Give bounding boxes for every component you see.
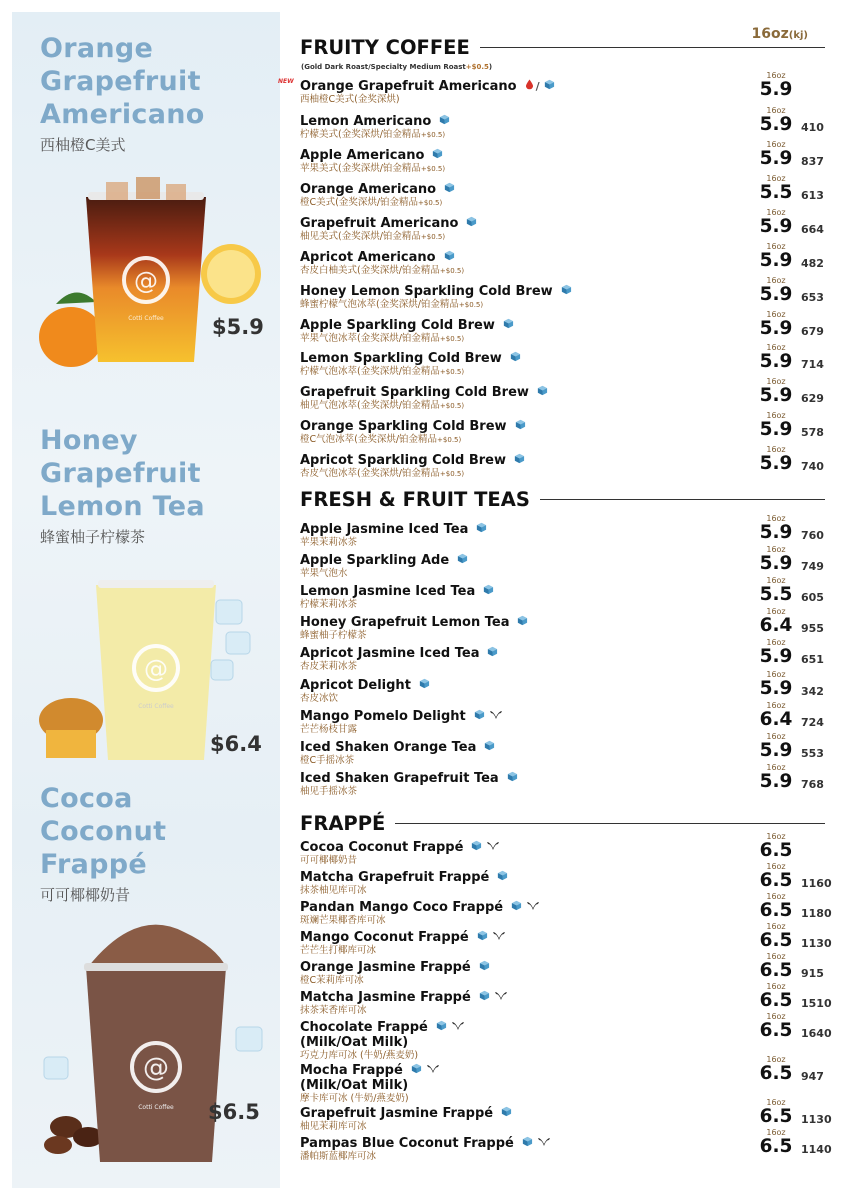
- item-cn-name: 橙C茉莉库可冰: [300, 975, 364, 986]
- menu-item: [300, 576, 830, 611]
- menu-item: [300, 892, 832, 927]
- item-price: 5.9: [759, 284, 793, 305]
- item-cn-name: 柠檬茉莉冰茶: [300, 599, 358, 610]
- size-label: 16oz: [766, 607, 786, 616]
- ice-cube-icon: [479, 960, 490, 975]
- size-label: 16oz: [766, 1128, 786, 1137]
- ice-cube-icon: [501, 1106, 512, 1121]
- item-price: 5.9: [759, 453, 793, 474]
- item-price: 6.5: [759, 840, 793, 861]
- item-price-block: [758, 732, 794, 760]
- size-label: 16oz: [766, 377, 786, 386]
- plant-based-icon: [537, 1136, 551, 1151]
- ice-cube-icon: [466, 216, 477, 231]
- cup-brand-label: Cotti Coffee: [138, 703, 174, 710]
- section-title-fresh-fruit-teas: FRESH & FRUIT TEAS: [300, 488, 825, 511]
- svg-text:@: @: [134, 267, 158, 295]
- size-label: 16oz: [766, 514, 786, 523]
- size-label: 16oz: [766, 922, 786, 931]
- section-title-fruity-coffee: FRUITY COFFEE: [300, 36, 825, 59]
- featured-title: Honey Grapefruit Lemon Tea: [40, 425, 205, 522]
- ice-cube-icon: [561, 284, 572, 299]
- menu-item: [300, 607, 830, 642]
- item-kj: 410: [801, 121, 824, 134]
- item-cn-name: 柠檬气泡冰萃(金奖深烘/铂金精品+$0.5): [300, 366, 465, 377]
- menu-item: [300, 411, 830, 446]
- ice-cube-icon: [419, 678, 430, 693]
- item-price-block: [758, 862, 794, 890]
- item-name: Honey Grapefruit Lemon Tea: [300, 615, 830, 630]
- plant-based-icon: [489, 709, 503, 724]
- menu-item: [300, 545, 830, 580]
- item-name: Pandan Mango Coco Frappé: [300, 900, 830, 915]
- ice-cube-icon: [544, 79, 555, 94]
- item-price: 5.5: [759, 584, 793, 605]
- size-label: 16oz: [766, 576, 786, 585]
- item-price: 5.9: [759, 318, 793, 339]
- menu-item: [300, 1012, 832, 1062]
- ice-cube-icon: [522, 1136, 533, 1151]
- item-price-block: [758, 952, 794, 980]
- item-price-block: [758, 140, 794, 168]
- item-price: 5.9: [759, 419, 793, 440]
- item-price: 5.9: [759, 385, 793, 406]
- ice-cube-icon: [439, 114, 450, 129]
- menu-item: [300, 377, 830, 412]
- size-label: 16oz: [766, 763, 786, 772]
- hot-drop-icon: [525, 79, 534, 94]
- item-name: Apricot Sparkling Cold Brew: [300, 453, 830, 468]
- item-cn-name: 苹果气泡冰萃(金奖深烘/铂金精品+$0.5): [300, 333, 465, 344]
- item-name: Mocha Frappé: [300, 1063, 830, 1078]
- item-price-block: [758, 670, 794, 698]
- ice-cube-icon: [432, 148, 443, 163]
- item-price-block: [758, 1128, 794, 1156]
- item-cn-name: 苹果茉莉冰茶: [300, 537, 358, 548]
- item-kj: 651: [801, 653, 824, 666]
- item-name: Lemon Americano: [300, 114, 830, 129]
- item-cn-name: 蜂蜜柚子柠檬茶: [300, 630, 367, 641]
- item-price-block: [758, 174, 794, 202]
- item-price: 5.9: [759, 148, 793, 169]
- size-label: 16oz: [766, 638, 786, 647]
- item-name: Apricot Americano: [300, 250, 830, 265]
- kj-unit: (kj): [788, 30, 808, 41]
- item-kj: 749: [801, 560, 824, 573]
- ice-cube-icon: [476, 522, 487, 537]
- size-label: 16oz: [766, 106, 786, 115]
- menu-item: [300, 638, 830, 673]
- item-cn-name: 潘帕斯蓝椰库可冰: [300, 1151, 377, 1162]
- menu-item: [300, 701, 830, 736]
- item-price-block: [758, 71, 794, 99]
- item-kj: 947: [801, 1070, 824, 1083]
- size-label: 16oz: [766, 952, 786, 961]
- item-kj: 482: [801, 257, 824, 270]
- item-cn-name: 芒芒杨枝甘露: [300, 724, 358, 735]
- menu-item: [300, 670, 830, 705]
- ice-cube-icon: [479, 990, 490, 1005]
- item-name: Grapefruit Americano: [300, 216, 830, 231]
- item-kj: 1130: [801, 937, 832, 950]
- section-title-frappe: FRAPPÉ: [300, 812, 825, 835]
- item-name: Apricot Jasmine Iced Tea: [300, 646, 830, 661]
- item-cn-name: 苹果美式(金奖深烘/铂金精品+$0.5): [300, 163, 446, 174]
- item-name: Orange Sparkling Cold Brew: [300, 419, 830, 434]
- item-cn-name: 蜂蜜柠檬气泡冰萃(金奖深烘/铂金精品+$0.5): [300, 299, 484, 310]
- item-price-block: [758, 701, 794, 729]
- item-name: Grapefruit Jasmine Frappé: [300, 1106, 830, 1121]
- item-cn-name: 杏皮冰饮: [300, 693, 339, 704]
- item-kj: 553: [801, 747, 824, 760]
- featured-title: Orange Grapefruit Americano: [40, 33, 205, 130]
- ice-cube-icon: [484, 740, 495, 755]
- item-name: Apple Americano: [300, 148, 830, 163]
- section-subtitle: (Gold Dark Roast/Specialty Medium Roast+$0.5): [301, 63, 493, 71]
- item-price: 6.5: [759, 1136, 793, 1157]
- item-price: 5.9: [759, 771, 793, 792]
- ice-cube-icon: [511, 900, 522, 915]
- item-cn-name: 斑斓芒果椰香库可冰: [300, 915, 386, 926]
- ice-cube-icon: [517, 615, 528, 630]
- item-name: Apple Sparkling Cold Brew: [300, 318, 830, 333]
- item-price-block: [758, 892, 794, 920]
- item-price: 5.9: [759, 678, 793, 699]
- item-price: 5.9: [759, 250, 793, 271]
- item-price-block: [758, 242, 794, 270]
- item-kj: 915: [801, 967, 824, 980]
- item-kj: 768: [801, 778, 824, 791]
- ice-cube-icon: [444, 182, 455, 197]
- menu-item: [300, 514, 830, 549]
- item-price-block: [758, 545, 794, 573]
- ice-cube-icon: [503, 318, 514, 333]
- featured-panel: [12, 12, 280, 1188]
- item-price-block: [758, 411, 794, 439]
- item-price: 6.5: [759, 1106, 793, 1127]
- ice-cube-icon: [483, 584, 494, 599]
- item-name: Iced Shaken Grapefruit Tea: [300, 771, 830, 786]
- menu-item: [300, 174, 830, 209]
- item-cn-name: 可可椰椰奶昔: [300, 855, 358, 866]
- svg-text:@: @: [143, 1053, 169, 1083]
- ice-cube-icon: [514, 453, 525, 468]
- item-price-block: [758, 1098, 794, 1126]
- item-price-block: [758, 638, 794, 666]
- item-kj: 1510: [801, 997, 832, 1010]
- item-price: 5.9: [759, 646, 793, 667]
- menu-item: [300, 1128, 832, 1163]
- item-name: Apple Jasmine Iced Tea: [300, 522, 830, 537]
- item-price: 5.5: [759, 182, 793, 203]
- item-kj: 613: [801, 189, 824, 202]
- item-kj: 578: [801, 426, 824, 439]
- menu-item: [278, 71, 830, 106]
- item-price-block: [758, 576, 794, 604]
- item-price-block: [758, 832, 794, 860]
- featured-cn-name: 西柚橙C美式: [40, 136, 126, 154]
- size-label: 16oz: [766, 140, 786, 149]
- orange-grapefruit-americano-image: [26, 162, 276, 382]
- menu-list: [278, 0, 838, 1200]
- item-cn-name: 柚见美式(金奖深烘/铂金精品+$0.5): [300, 231, 446, 242]
- item-name: Orange Jasmine Frappé: [300, 960, 830, 975]
- item-price-block: [758, 514, 794, 542]
- menu-item: [300, 445, 830, 480]
- menu-item: [300, 242, 830, 277]
- size-label: 16oz: [766, 411, 786, 420]
- item-kj: 1140: [801, 1143, 832, 1156]
- item-price: 5.9: [759, 553, 793, 574]
- size-label: 16oz: [766, 445, 786, 454]
- item-price-block: [758, 763, 794, 791]
- item-price: 6.5: [759, 930, 793, 951]
- featured-item-3: [40, 782, 166, 905]
- item-price: 6.5: [759, 1020, 793, 1041]
- ice-cube-icon: [457, 553, 468, 568]
- size-label: 16oz: [766, 1098, 786, 1107]
- item-cn-name: 摩卡库可冰 (牛奶/燕麦奶): [300, 1093, 409, 1104]
- item-name: Mango Coconut Frappé: [300, 930, 830, 945]
- item-name: Cocoa Coconut Frappé: [300, 840, 830, 855]
- item-price-block: [758, 310, 794, 338]
- featured-price: $5.9: [212, 315, 264, 339]
- new-badge: NEW: [278, 78, 294, 85]
- size-label: 16oz: [766, 701, 786, 710]
- item-name: Lemon Jasmine Iced Tea: [300, 584, 830, 599]
- size-label: 16oz: [766, 1055, 786, 1064]
- item-name: Lemon Sparkling Cold Brew: [300, 351, 830, 366]
- item-cn-name: 橙C气泡冰萃(金奖深烘/铂金精品+$0.5): [300, 434, 462, 445]
- size-label: 16oz: [766, 892, 786, 901]
- menu-item: [300, 862, 832, 897]
- ice-cube-icon: [477, 930, 488, 945]
- item-name: Chocolate Frappé: [300, 1020, 830, 1035]
- featured-price: $6.5: [208, 1100, 260, 1124]
- item-kj: 760: [801, 529, 824, 542]
- item-price: 5.9: [759, 522, 793, 543]
- item-cn-name: 柚见手摇冰茶: [300, 786, 358, 797]
- size-label: 16oz: [766, 242, 786, 251]
- item-price-block: [758, 982, 794, 1010]
- size-label: 16oz: [766, 832, 786, 841]
- item-kj: 629: [801, 392, 824, 405]
- item-name-line2: (Milk/Oat Milk): [300, 1078, 409, 1093]
- menu-item: [300, 832, 830, 867]
- item-price-block: [758, 208, 794, 236]
- cup-brand-label: Cotti Coffee: [138, 1104, 174, 1111]
- menu-item: [300, 732, 830, 767]
- size-label: 16oz: [766, 732, 786, 741]
- featured-cn-name: 蜂蜜柚子柠檬茶: [40, 528, 146, 546]
- plant-based-icon: [492, 930, 506, 945]
- item-name: Matcha Jasmine Frappé: [300, 990, 830, 1005]
- item-kj: 1130: [801, 1113, 832, 1126]
- item-kj: 679: [801, 325, 824, 338]
- size-label: 16oz: [766, 545, 786, 554]
- featured-item-2: [40, 424, 205, 547]
- item-kj: 837: [801, 155, 824, 168]
- menu-item: [300, 208, 830, 243]
- item-name: Pampas Blue Coconut Frappé: [300, 1136, 830, 1151]
- item-name: Orange Americano: [300, 182, 830, 197]
- menu-item: [300, 982, 832, 1017]
- svg-text:@: @: [144, 655, 168, 683]
- featured-title: Cocoa Coconut Frappé: [40, 783, 167, 880]
- item-name: Orange Grapefruit Americano /: [300, 79, 830, 94]
- item-name: Apricot Delight: [300, 678, 830, 693]
- item-kj: 664: [801, 223, 824, 236]
- item-price-block: [758, 607, 794, 635]
- ice-cube-icon: [471, 840, 482, 855]
- item-kj: 605: [801, 591, 824, 604]
- size-label: 16oz: [766, 862, 786, 871]
- item-price: 6.5: [759, 990, 793, 1011]
- item-price: 5.9: [759, 351, 793, 372]
- ice-cube-icon: [497, 870, 508, 885]
- item-cn-name: 杏皮茉莉冰茶: [300, 661, 358, 672]
- ice-cube-icon: [474, 709, 485, 724]
- item-price: 5.9: [759, 216, 793, 237]
- ice-cube-icon: [444, 250, 455, 265]
- item-name: Iced Shaken Orange Tea: [300, 740, 830, 755]
- featured-item-1: [40, 32, 205, 155]
- item-name: Matcha Grapefruit Frappé: [300, 870, 830, 885]
- item-price-block: [758, 1012, 794, 1040]
- item-price-block: [758, 445, 794, 473]
- size-label: 16oz: [766, 1012, 786, 1021]
- menu-item: [300, 310, 830, 345]
- item-cn-name: 杏皮气泡冰萃(金奖深烘/铂金精品+$0.5): [300, 468, 465, 479]
- item-kj: 724: [801, 716, 824, 729]
- featured-price: $6.4: [210, 732, 262, 756]
- item-kj: 740: [801, 460, 824, 473]
- item-price: 5.9: [759, 79, 793, 100]
- item-price-block: [758, 922, 794, 950]
- item-cn-name: 橙C美式(金奖深烘/铂金精品+$0.5): [300, 197, 443, 208]
- plant-based-icon: [526, 900, 540, 915]
- ice-cube-icon: [436, 1020, 447, 1035]
- size-label: 16oz: [766, 276, 786, 285]
- item-price-block: [758, 343, 794, 371]
- ice-cube-icon: [515, 419, 526, 434]
- size-label: 16oz: [766, 174, 786, 183]
- item-price-block: [758, 377, 794, 405]
- item-cn-name: 杏皮白柚美式(金奖深烘/铂金精品+$0.5): [300, 265, 465, 276]
- cup-brand-label: Cotti Coffee: [128, 315, 164, 322]
- item-price: 6.5: [759, 1063, 793, 1084]
- item-price: 5.9: [759, 114, 793, 135]
- item-cn-name: 西柚橙C美式(金奖深烘): [300, 94, 400, 105]
- menu-item: [300, 922, 832, 957]
- item-cn-name: 苹果气泡水: [300, 568, 348, 579]
- plant-based-icon: [426, 1063, 440, 1078]
- size-label: 16oz: [766, 71, 786, 80]
- item-name: Apple Sparkling Ade: [300, 553, 830, 568]
- size-label: 16oz: [766, 310, 786, 319]
- item-name: Mango Pomelo Delight: [300, 709, 830, 724]
- item-price-block: [758, 276, 794, 304]
- menu-item: [300, 952, 830, 987]
- menu-item: [300, 276, 830, 311]
- item-name: Honey Lemon Sparkling Cold Brew: [300, 284, 830, 299]
- menu-item: [300, 106, 830, 141]
- item-kj: 1180: [801, 907, 832, 920]
- item-kj: 955: [801, 622, 824, 635]
- item-kj: 1160: [801, 877, 832, 890]
- item-name-line2: (Milk/Oat Milk): [300, 1035, 409, 1050]
- item-kj: 653: [801, 291, 824, 304]
- menu-item: [300, 343, 830, 378]
- item-cn-name: 柚见气泡冰萃(金奖深烘/铂金精品+$0.5): [300, 400, 465, 411]
- size-label: 16oz: [766, 208, 786, 217]
- item-cn-name: 抹茶茉香库可冰: [300, 1005, 367, 1016]
- item-price-block: [758, 106, 794, 134]
- cocoa-coconut-frappe-image: [26, 907, 276, 1182]
- ice-cube-icon: [510, 351, 521, 366]
- item-price: 6.4: [759, 615, 793, 636]
- item-price: 5.9: [759, 740, 793, 761]
- ice-cube-icon: [487, 646, 498, 661]
- item-price: 6.5: [759, 900, 793, 921]
- item-cn-name: 柚见茉莉库可冰: [300, 1121, 367, 1132]
- item-kj: 714: [801, 358, 824, 371]
- item-cn-name: 柠檬美式(金奖深烘/铂金精品+$0.5): [300, 129, 446, 140]
- plant-based-icon: [486, 840, 500, 855]
- item-cn-name: 芒芒生打椰库可冰: [300, 945, 377, 956]
- featured-cn-name: 可可椰椰奶昔: [40, 886, 131, 904]
- item-price: 6.5: [759, 870, 793, 891]
- menu-item: [300, 763, 830, 798]
- item-price-block: [758, 1055, 794, 1083]
- menu-item: [300, 140, 830, 175]
- item-price: 6.5: [759, 960, 793, 981]
- item-price: 6.4: [759, 709, 793, 730]
- plant-based-icon: [494, 990, 508, 1005]
- size-label: 16oz: [766, 670, 786, 679]
- size-label: 16oz: [766, 982, 786, 991]
- item-kj: 342: [801, 685, 824, 698]
- item-cn-name: 抹茶柚见库可冰: [300, 885, 367, 896]
- ice-cube-icon: [411, 1063, 422, 1078]
- item-kj: 1640: [801, 1027, 832, 1040]
- size-unit: 16oz: [751, 26, 789, 42]
- item-cn-name: 巧克力库可冰 (牛奶/燕麦奶): [300, 1050, 419, 1061]
- ice-cube-icon: [507, 771, 518, 786]
- item-cn-name: 橙C手摇冰茶: [300, 755, 355, 766]
- ice-cube-icon: [537, 385, 548, 400]
- size-label: 16oz: [766, 343, 786, 352]
- plant-based-icon: [451, 1020, 465, 1035]
- item-name: Grapefruit Sparkling Cold Brew: [300, 385, 830, 400]
